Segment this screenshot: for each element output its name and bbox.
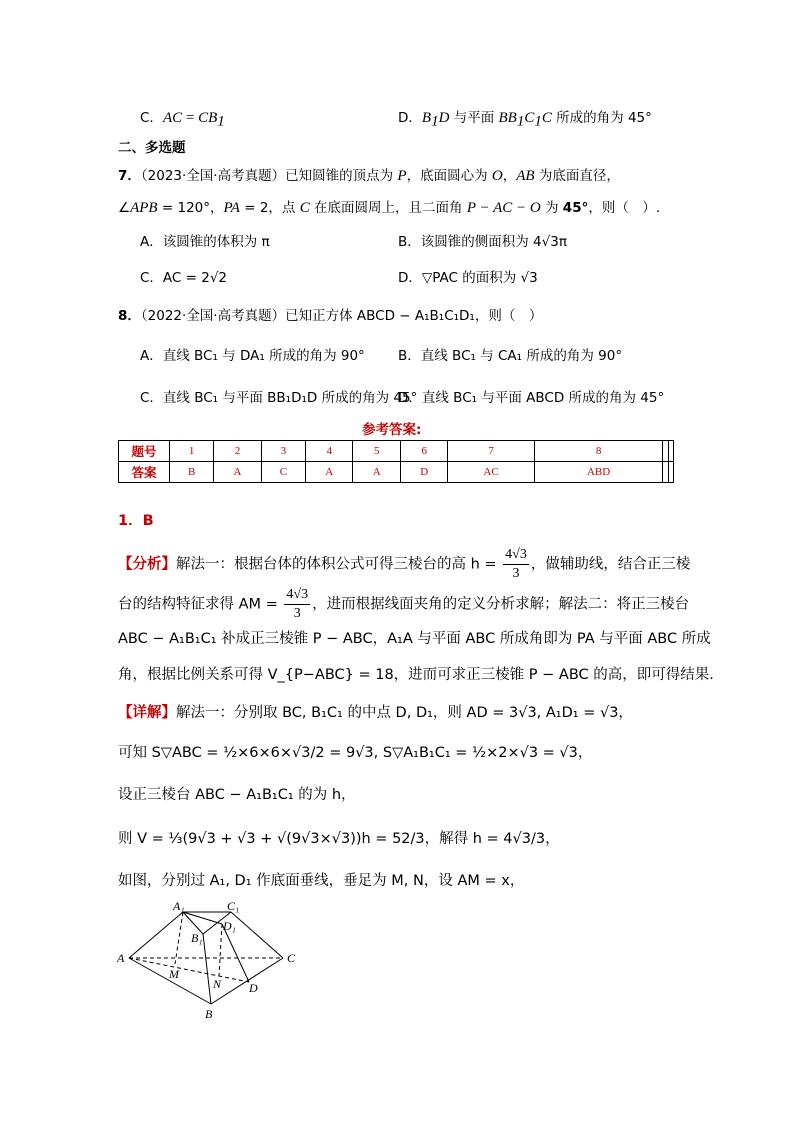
perp-A1M (175, 912, 183, 964)
label-M: M (169, 967, 179, 981)
analysis-line-2: 台的结构特征求得 AM = $\frac{4√3}{3}$ ，进而根据线面夹角的定义分析求解；解法二：将正三棱台 (118, 587, 690, 621)
label-C1: C₁ (227, 900, 240, 913)
answer-key-title: 参考答案: (362, 422, 422, 438)
label-N: N (213, 977, 222, 991)
q7-stem-line1: 7．（2023·全国·高考真题）已知圆锥的顶点为 P，底面圆心为 O，AB 为底面直径， (118, 168, 620, 184)
answer-row-values: 答案 B A C A A D AC ABD (119, 462, 674, 483)
label-B: B (205, 1007, 213, 1020)
detail-line-2: 可知 S▽ABC = ½×6×6×√3/2 = 9√3, S▽A₁B₁C₁ = ½×2×√3 = √3， (118, 745, 593, 761)
q8-option-a: A．直线 BC₁ 与 DA₁ 所成的角为 90° (140, 348, 365, 364)
perp-D1N (219, 924, 222, 976)
analysis-line-4: 角，根据比例关系可得 V_{P−ABC} = 18，进而可求正三棱锥 P − ABC 的高，即可得结果. (118, 667, 714, 683)
label-A: A (117, 951, 125, 965)
label-D: D (249, 981, 258, 995)
q6-option-c: C．AC = $CB_1$ (140, 110, 225, 130)
q6-option-d: D．$B_1D$ 与平面 $BB_1C_1C$ 所成的角为 45° (398, 110, 652, 130)
detail-line-3: 设正三棱台 ABC − A₁B₁C₁ 的为 h， (118, 787, 356, 803)
label-B1: B₁ (191, 931, 203, 945)
q8-option-c: C．直线 BC₁ 与平面 BB₁D₁D 所成的角为 45° (140, 390, 418, 406)
q6-option-c-text: C． (140, 110, 163, 126)
frustum-figure (115, 900, 305, 1020)
analysis-line-1: 【分析】解法一：根据台体的体积公式可得三棱台的高 h = $\frac{4√3}{3}$ ，做辅助线，结合正三棱 (118, 547, 691, 581)
q8-option-b: B．直线 BC₁ 与 CA₁ 所成的角为 90° (398, 348, 623, 364)
label-D1: D₁ (223, 919, 236, 933)
q7-stem-line2: ∠APB = 120°，PA = 2，点 C 在底面圆周上，且二面角 P − AC − O 为 45°，则（ ）. (118, 200, 661, 216)
q7-option-b: B．该圆锥的侧面积为 4√3π (398, 234, 567, 250)
label-C: C (287, 951, 296, 965)
q8-stem: 8．（2022·全国·高考真题）已知正方体 ABCD − A₁B₁C₁D₁，则（ ） (118, 308, 543, 324)
q7-option-d: D．▽PAC 的面积为 √3 (398, 270, 538, 286)
q7-option-a: A．该圆锥的体积为 π (140, 234, 270, 250)
edge-AB (129, 958, 211, 1004)
answer-table (118, 440, 674, 483)
analysis-line-3: ABC − A₁B₁C₁ 补成正三棱锥 P − ABC，A₁A 与平面 ABC 所成角即为 PA 与平面 ABC 所成 (118, 631, 711, 647)
edge-BC (211, 958, 283, 1004)
detail-line-5: 如图，分别过 A₁, D₁ 作底面垂线，垂足为 M, N，设 AM = x， (118, 873, 525, 889)
section-title: 二、多选题 (118, 140, 186, 156)
q8-option-d: D．直线 BC₁ 与平面 ABCD 所成的角为 45° (398, 390, 665, 406)
detail-line-4: 则 V = ⅓(9√3 + √3 + √(9√3×√3))h = 52/3，解得 h = 4√3/3， (118, 831, 560, 847)
label-A1: A₁ (173, 900, 185, 913)
edge-BB1 (203, 934, 211, 1004)
q7-option-c: C．AC = 2√2 (140, 270, 228, 286)
segment-AD (129, 958, 249, 982)
solution-1-heading: 1．B (118, 513, 154, 529)
answer-row-numbers: 题号 1 2 3 4 5 6 7 8 (119, 441, 674, 462)
detail-line-1: 【详解】解法一：分别取 BC, B₁C₁ 的中点 D, D₁，则 AD = 3√3, A₁D₁ = √3， (118, 705, 633, 721)
edge-CC1 (231, 912, 283, 958)
edge-AA1 (129, 912, 183, 958)
